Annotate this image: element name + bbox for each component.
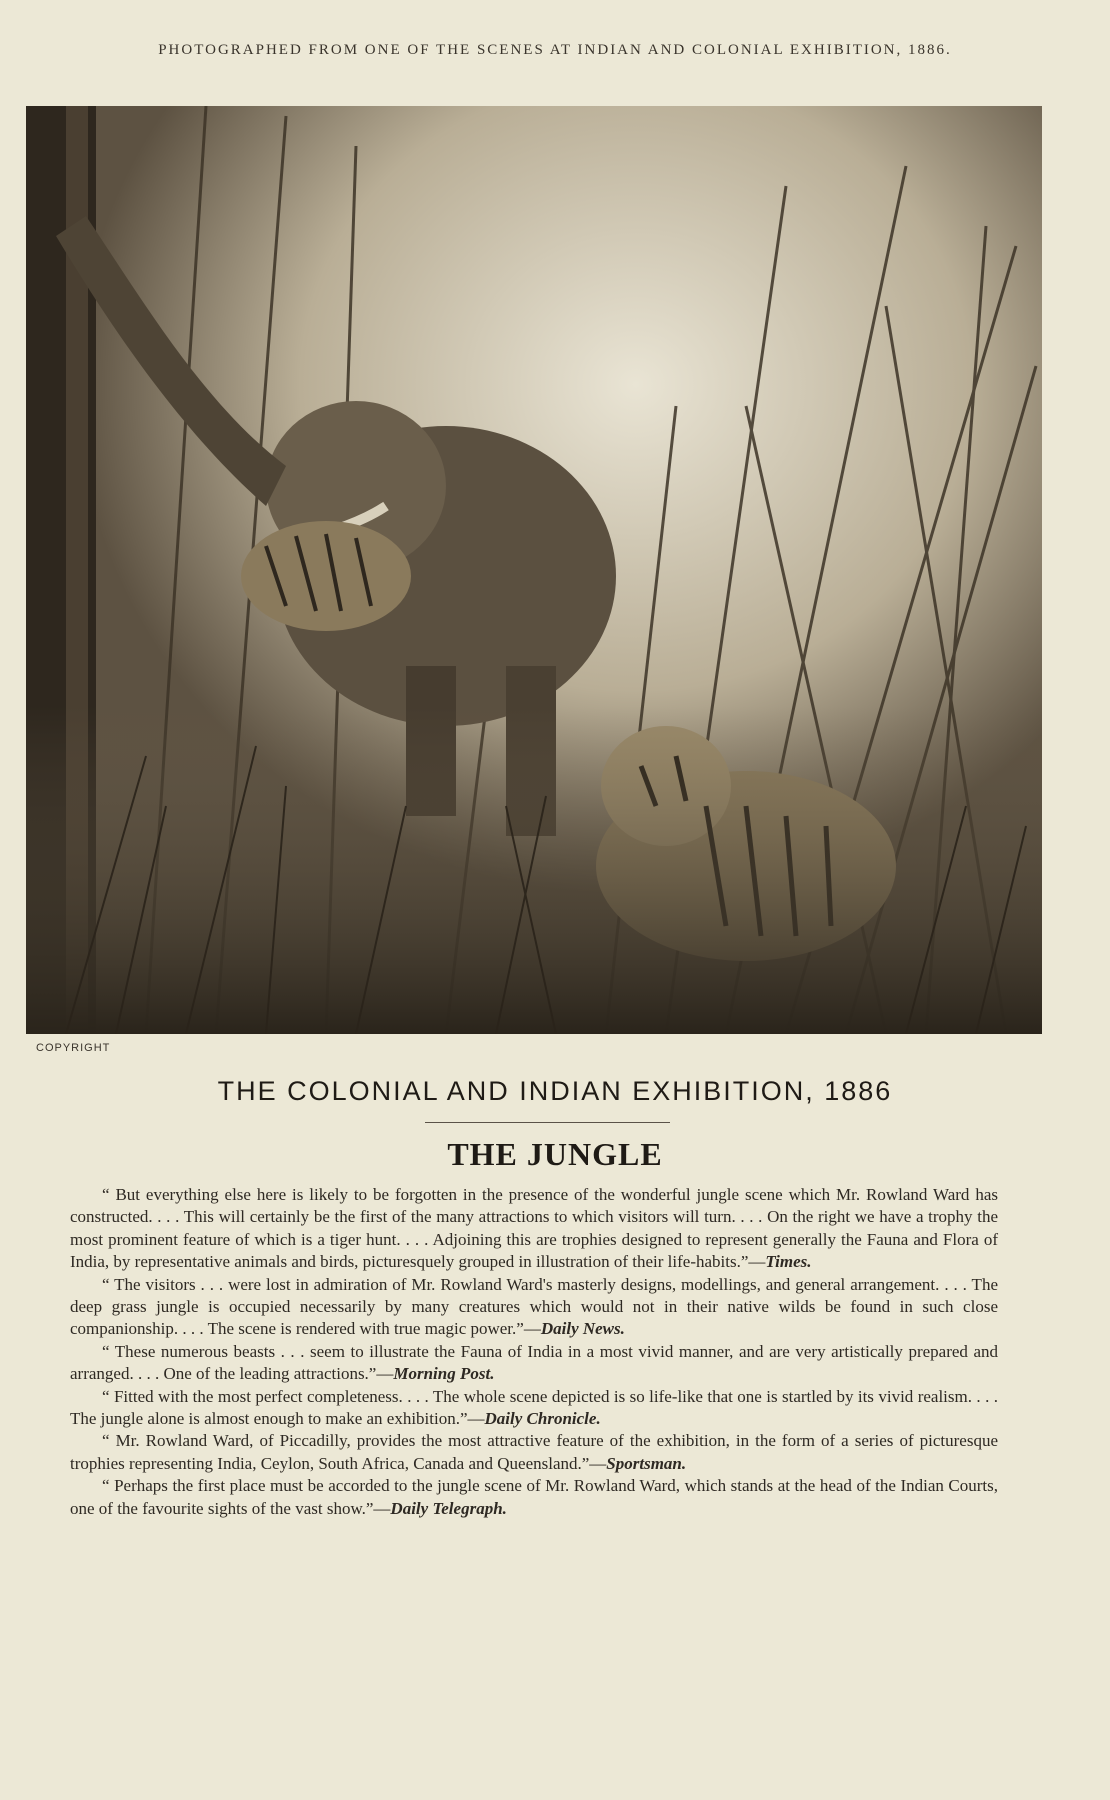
quote-source: Sportsman. — [606, 1453, 687, 1473]
jungle-scene-illustration — [26, 106, 1042, 1034]
quote-source: Daily Telegraph. — [390, 1498, 507, 1518]
quote-paragraph: “ But everything else here is likely to be forgotten in the presence of the wonderful jungle scene which Mr. Rowland Ward has constructed. . . . This will certainly be the first of the many attractions to which visitors will turn. . . . On the right we have a trophy the most prominent feature of which is a tiger hunt. . . . Adjoining this are trophies designed to represent generally the Fauna and Flora of India, by representative animals and birds, picturesquely grouped in illustration of their life-habits.”—Times. — [70, 1185, 998, 1272]
quote-source: Morning Post. — [393, 1364, 495, 1384]
plate-caption: PHOTOGRAPHED FROM ONE OF THE SCENES AT INDIAN AND COLONIAL EXHIBITION, 1886. — [158, 42, 952, 58]
press-quotes — [70, 1184, 998, 1520]
quote-paragraph: “ Mr. Rowland Ward, of Piccadilly, provides the most attractive feature of the exhibition, in the form of a series of picturesque trophies representing India, Ceylon, South Africa, Canada and Queensland.”—Sportsman. — [70, 1431, 998, 1473]
copyright-label: COPYRIGHT — [36, 1042, 111, 1054]
section-title: THE JUNGLE — [447, 1136, 663, 1172]
quote-paragraph: “ Perhaps the first place must be accorded to the jungle scene of Mr. Rowland Ward, which stands at the head of the Indian Courts, one of the favourite sights of the vast show.”—Daily Telegraph. — [70, 1476, 998, 1518]
tiger-on-elephant — [241, 521, 411, 631]
quote-paragraph: “ The visitors . . . were lost in admiration of Mr. Rowland Ward's masterly designs, modellings, and general arrangement. . . . The deep grass jungle is occupied necessarily by many creatures which would not in their native wilds be found in such close companionship. . . . The scene is rendered with true magic power.”—Daily News. — [70, 1274, 998, 1339]
quote-source: Daily Chronicle. — [484, 1409, 601, 1429]
quote-paragraph: “ Fitted with the most perfect completeness. . . . The whole scene depicted is so life-like that one is startled by its vivid realism. . . . The jungle alone is almost enough to make an exhibition.”—Daily Chronicle. — [70, 1386, 998, 1429]
quote-paragraph: “ These numerous beasts . . . seem to illustrate the Fauna of India in a most vivid manner, and are very artistically prepared and arranged. . . . One of the leading attractions.”—Morning Post. — [70, 1341, 998, 1384]
jungle-photograph — [26, 106, 1042, 1034]
title-divider — [425, 1122, 670, 1123]
exhibition-title: THE COLONIAL AND INDIAN EXHIBITION, 1886 — [217, 1076, 893, 1106]
quote-source: Daily News. — [540, 1319, 625, 1339]
quote-source: Times. — [765, 1252, 812, 1272]
